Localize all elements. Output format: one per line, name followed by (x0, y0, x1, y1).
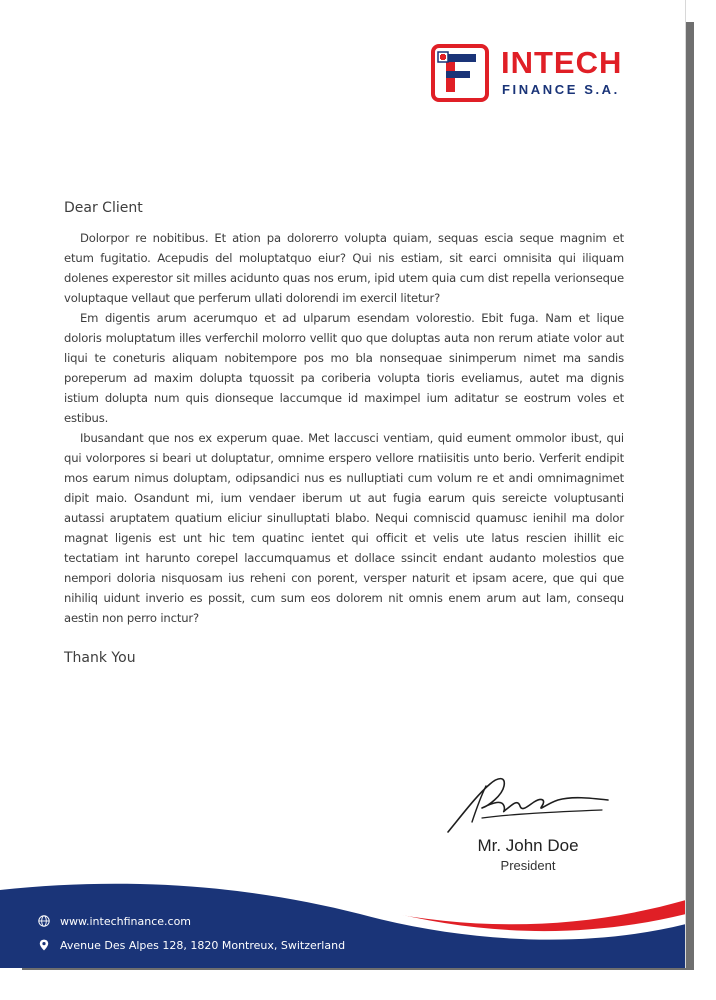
paragraph-2: Em digentis arum acerumquo et ad ulparum esendam volorestio. Ebit fuga. Nam et lique doloris moluptatum illes verferchil molorro vellit quo que doluptas auta non rerum atiate volor aut liqui te coneturis aliquam nobitempore pos mo bla nonsequae sinimperum nimet ma sandis poreperum ad maxim dolupta tquossit pa coriberia volupta tioris eveliamus, autet ma dignis istium dolupta num quis dionseque laccumque id maximpel ium aditatur se eostrum voles et estibus. (64, 311, 624, 425)
letter-body (64, 198, 624, 668)
logo-mark-icon (431, 44, 489, 102)
footer-contact (38, 914, 345, 962)
website-text[interactable]: www.intechfinance.com (60, 914, 192, 928)
logo-name: INTECH (501, 45, 623, 80)
paragraph-3: Ibusandant que nos ex experum quae. Met laccusci ventiam, quid eument ommolor ibust, qui qui volorpores si beari ut doluptatur, omnime erspero vellore rnatiisitis unto berio. Verferit endipit mos earum nimus doluptam, odipsandici nus es nulluptiati cum volum re et andi omnimagnimet dipit maio. Osandunt mi, ium vendaer iberum ut aut fugia earum quis sereicte voluptusanti autassi aruptatem quatium eliciur sinulluptati blabo. Nequi comniscid quamusc ienihil ma dolor magnat ligenis est unt hic tem quatinc ientet qui officit et velis ute latus rescien ihillit eic tectatiam int harunto corepel laccumquamus et dollace ssincit endant audanto molestios que nempori doloria nisquosam ius reheni con porent, versper naturit et ipsam acere, que qui que nihiliq uidunt inverio es possit, cum sum eos dolorem nit omnis enem arum aut lam, consequ aestin non perro inctur? (64, 431, 624, 625)
address-text: Avenue Des Alpes 128, 1820 Montreux, Switzerland (60, 938, 346, 952)
salutation: Dear Client (64, 200, 143, 216)
company-logo (431, 44, 631, 104)
closing: Thank You (64, 650, 136, 666)
handwritten-signature (442, 770, 612, 840)
signer-name: Mr. John Doe (477, 836, 579, 855)
globe-icon (38, 915, 50, 927)
address-line (38, 938, 345, 952)
location-pin-icon (38, 939, 50, 951)
logo-subtitle: FINANCE S.A. (502, 82, 620, 97)
paragraph-1: Dolorpor re nobitibus. Et ation pa dolorerro volupta quiam, sequas escia seque magnim et etum fugitatio. Acepudis del moluptatquo eiur? Qui nis estiam, sit earci omnisita qui iliquam dolenes experestor sit milles acidunto quas nos erum, ipid utem quia cum dist repella verionseque voluptaque vellaut que perferum ullati dolorendi im exercil litetur? (64, 231, 624, 305)
website-line (38, 914, 345, 928)
signer-title: President (500, 858, 556, 873)
